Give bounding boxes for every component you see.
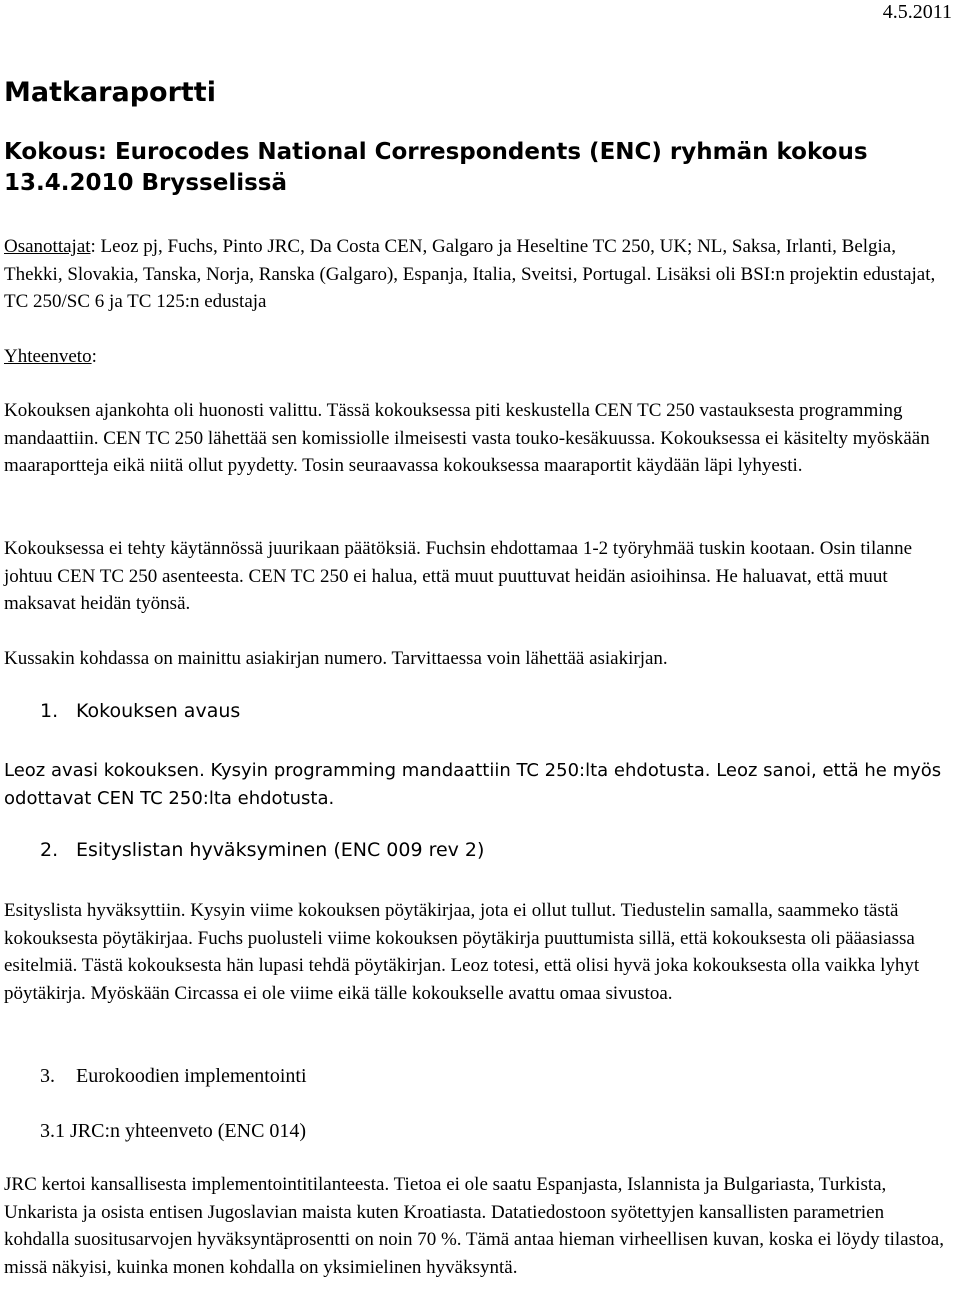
section-number-1: 1. [40, 700, 59, 722]
section-number-2: 2. [40, 839, 59, 861]
meeting-subtitle: Kokous: Eurocodes National Correspondents (ENC) ryhmän kokous 13.4.2010 Brysselissä [4, 139, 868, 196]
subsection-title-3-1: 3.1 JRC:n yhteenveto (ENC 014) [40, 1120, 307, 1142]
participants-text: : Leoz pj, Fuchs, Pinto JRC, Da Costa CEN, Galgaro ja Heseltine TC 250, UK; NL, Saksa, Irlanti, Belgia, Thekki, Slovakia, Tanska, Norja, Ranska (Galgaro), Espanja, Italia, Sveitsi, Portugal. Lisäksi oli BSI:n projektin edustajat, TC 250/SC 6 ja TC 125:n edustaja [4, 236, 936, 312]
section-3-1-paragraph: JRC kertoi kansallisesta implementointitilanteesta. Tietoa ei ole saatu Espanjasta, Islannista ja Bulgariasta, Turkista, Unkarista ja osista entisen Jugoslavian maista kuten Kroatiasta. Datatiedostoon syötettyjen kansallisten parametrien kohdalla suositusarvojen hyväksyntäprosentti on noin 70 %. Tämä antaa hieman virheellisen kuvan, koska ei löydy tilastoa, missä näkyisi, kuinka monen kohdalla on yksimielinen hyväksyntä. [4, 1174, 944, 1278]
section-heading-3 [40, 1062, 307, 1090]
section-number-3: 3. [40, 1065, 55, 1087]
section-1-paragraph: Leoz avasi kokouksen. Kysyin programming mandaattiin TC 250:lta ehdotusta. Leoz sanoi, että he myös odottavat CEN TC 250:lta ehdotusta. [4, 760, 942, 809]
section-heading-1 [40, 697, 240, 725]
section-title-3: Eurokoodien implementointi [76, 1065, 307, 1087]
summary-paragraph-1: Kokouksen ajankohta oli huonosti valittu. Tässä kokouksessa piti keskustella CEN TC 250 vastauksesta programming mandaattiin. CEN TC 250 lähettää sen komissiolle ilmeisesti vasta touko-kesäkuussa. Kokouksessa ei käsitelty myöskään maaraportteja eikä niitä ollut pyydetty. Tosin seuraavassa kokouksessa maaraportit käydään läpi lyhyesti. [4, 400, 930, 476]
section-heading-2 [40, 836, 484, 864]
section-title-2: Esityslistan hyväksyminen (ENC 009 rev 2) [76, 839, 485, 861]
section-title-1: Kokouksen avaus [76, 700, 241, 722]
participants-label: Osanottajat [4, 236, 91, 257]
subsection-heading-3-1 [40, 1117, 306, 1145]
summary-heading [4, 343, 954, 371]
document-date: 4.5.2011 [882, 1, 952, 23]
summary-colon: : [91, 346, 97, 367]
summary-paragraph-2: Kokouksessa ei tehty käytännössä juurikaan päätöksiä. Fuchsin ehdottamaa 1-2 työryhmää tuskin kootaan. Osin tilanne johtuu CEN TC 250 asenteesta. CEN TC 250 ei halua, että muut puuttuvat heidän asioihinsa. He haluavat, että muut maksavat heidän työnsä. [4, 538, 913, 614]
document-title: Matkaraportti [4, 77, 216, 108]
participants-paragraph [4, 233, 954, 316]
summary-label: Yhteenveto [4, 346, 92, 367]
section-2-paragraph: Esityslista hyväksyttiin. Kysyin viime kokouksen pöytäkirjaa, jota ei ollut tullut. Tiedustelin samalla, saammeko tästä kokouksesta pöytäkirjaa. Fuchs puolusteli viime kokouksen pöytäkirja puuttumista sillä, että kokouksesta oli pääasiassa esitelmiä. Tästä kokouksesta hän lupasi tehdä pöytäkirjan. Leoz totesi, että olisi hyvä joka kokouksesta olla vaikka lyhyt pöytäkirja. Myöskään Circassa ei ole viime eikä tälle kokoukselle avattu omaa sivustoa. [4, 900, 920, 1004]
summary-paragraph-3: Kussakin kohdassa on mainittu asiakirjan numero. Tarvittaessa voin lähettää asiakirjan. [4, 648, 668, 669]
